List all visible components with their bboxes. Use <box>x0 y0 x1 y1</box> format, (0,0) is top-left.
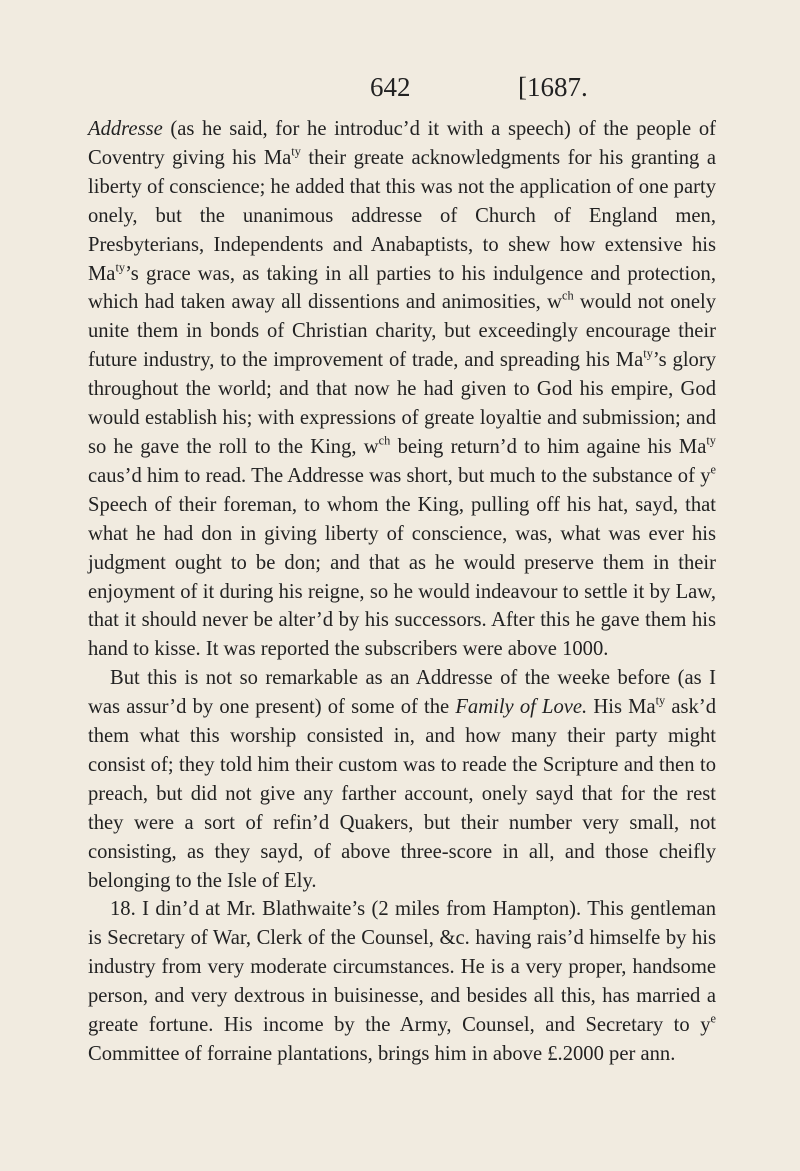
superscript-abbrev: e <box>710 1011 716 1026</box>
text-run: being return’d to him againe his Ma <box>390 435 707 458</box>
text-run: But this is not so remarkable as an Addresse of the weeke before (as I was assur’d by one present) of some of the <box>88 667 716 719</box>
superscript-abbrev: ty <box>291 144 301 159</box>
superscript-abbrev: e <box>710 462 716 477</box>
running-header <box>0 72 800 112</box>
text-run: caus’d him to read. The Addresse was short, but much to the substance of y <box>88 464 711 487</box>
text-run: would not onely unite them in bonds of Christian charity, but exceedingly encourage their future industry, to the improvement of trade, and spreading his Ma <box>88 291 717 372</box>
superscript-abbrev: ch <box>561 288 574 303</box>
text-run: His Ma <box>587 696 656 719</box>
text-run: Speech of their foreman, to whom the King, pulling off his hat, sayd, that what he had don in giving liberty of conscience, was, what was ever his judgment ought to be don; and that as he would preserve them in their enjoyment of it during his reigne, so he would indeavour to settle it by Law, that it should never be alter’d by his successors. After this he gave them his hand to kisse. It was reported the subscribers were above 1000. <box>88 493 716 661</box>
text-run: ’s grace was, as taking in all parties to his indulgence and protection, which had taken away all dissentions and animosities, w <box>88 262 716 314</box>
superscript-abbrev: ty <box>655 693 666 708</box>
italic-text: Family of Love. <box>455 696 588 719</box>
text-run: ’s glory throughout the world; and that now he had given to God his empire, God would establish his; with expressions of greate loyaltie and submission; and so he gave the roll to the King, w <box>88 349 717 458</box>
body-text <box>88 115 716 1069</box>
text-run: their greate acknowledgments for his granting a liberty of conscience; he added that this was not the application of one party onely, but the unanimous addresse of Church of England men, Presbyterians, Independents and Anabaptists, to shew how extensive his Ma <box>88 146 716 285</box>
superscript-abbrev: ty <box>643 346 653 361</box>
text-run: 18. I din’d at Mr. Blathwaite’s (2 miles from Hampton). This gentleman is Secretary of War, Clerk of the Counsel, &c. having rais’d himselfe by his industry from very moderate circumstances. He is a very proper, handsome person, and very dextrous in buisinesse, and besides all this, has married a greate fortune. His income by the Army, Counsel, and Secretary to y <box>88 898 716 1037</box>
superscript-abbrev: ch <box>378 433 391 448</box>
paragraph <box>88 115 716 664</box>
page-number: 642 <box>370 72 411 102</box>
text-run: Committee of forraine plantations, brings him in above £.2000 per ann. <box>88 1043 676 1065</box>
paragraph <box>88 664 716 895</box>
running-year: [1687. <box>518 72 588 102</box>
superscript-abbrev: ty <box>115 259 126 274</box>
superscript-abbrev: ty <box>706 433 716 448</box>
paragraph <box>88 895 716 1068</box>
text-run: (as he said, for he introduc’d it with a speech) of the people of Coventry giving his Ma <box>88 118 716 169</box>
text-run: ask’d them what this worship consisted in, and how many their party might consist of; they told him their custom was to reade the Scripture and then to preach, but did not give any farther account, onely sayd that for the rest they were a sort of refin’d Quakers, but their number very small, not consisting, as they sayd, of above three-score in all, and those cheifly belonging to the Isle of Ely. <box>88 696 716 892</box>
italic-text: Addresse <box>88 118 163 140</box>
